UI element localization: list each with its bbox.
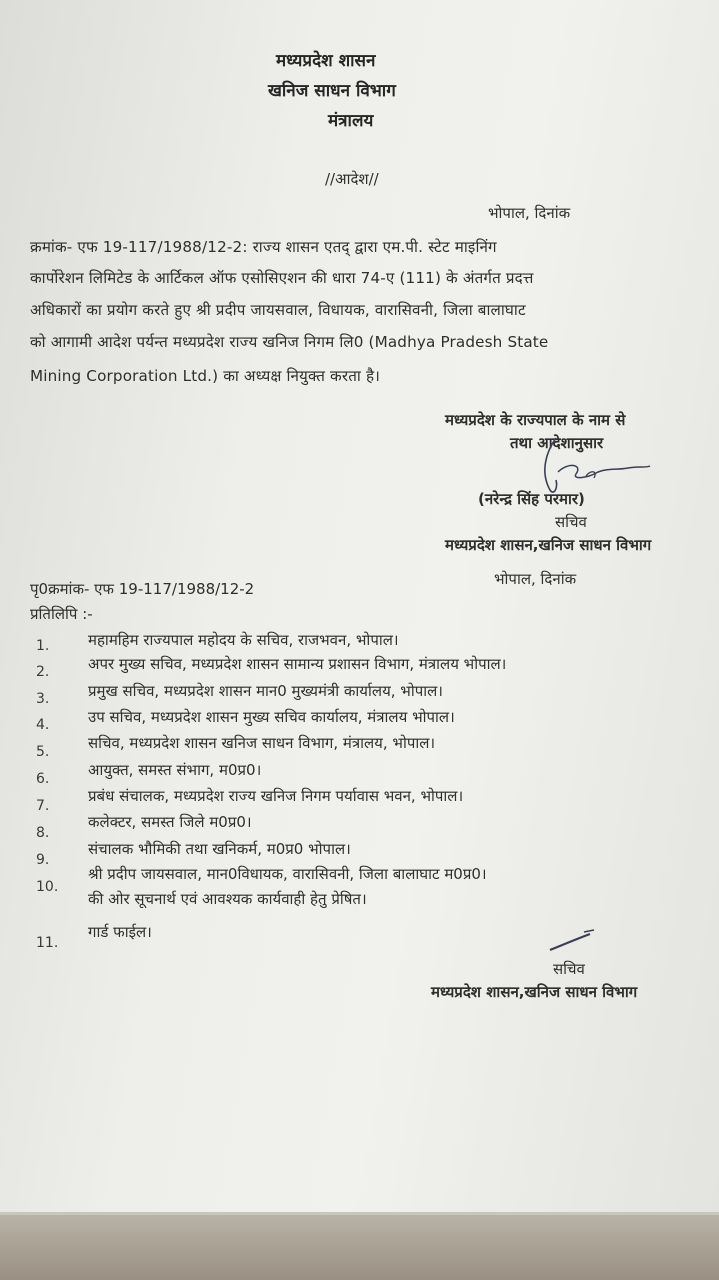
copy-number: 3. [36, 691, 50, 707]
header-department: खनिज साधन विभाग [268, 81, 396, 101]
signatory-department: मध्यप्रदेश शासन,खनिज साधन विभाग [445, 536, 652, 554]
copy-number: 6. [36, 771, 50, 787]
copy-number: 9. [36, 852, 50, 868]
body-line-3: अधिकारों का प्रयोग करते हुए श्री प्रदीप जायसवाल, विधायक, वारासिवनी, जिला बालाघाट [30, 301, 526, 319]
copy-item: गार्ड फाईल। [88, 923, 152, 941]
endorsement-ref: पृ0क्रमांक- एफ 19-117/1988/12-2 [30, 580, 255, 598]
copy-number: 10. [36, 879, 59, 895]
body-line-4: को आगामी आदेश पर्यन्त मध्यप्रदेश राज्य खनिज निगम लि0 (Madhya Pradesh State [30, 333, 549, 351]
copy-item: उप सचिव, मध्यप्रदेश शासन मुख्य सचिव कार्यालय, मंत्रालय भोपाल। [88, 708, 455, 726]
authority-line-2: तथा आदेशानुसार [510, 434, 604, 452]
signatory-designation: सचिव [555, 513, 587, 531]
copy-item: श्री प्रदीप जायसवाल, मान0विधायक, वारासिवनी, जिला बालाघाट म0प्र0। [88, 865, 487, 883]
signatory-name: (नरेन्द्र सिंह परमार) [478, 490, 585, 508]
signature-image [546, 926, 606, 962]
copy-item: प्रबंध संचालक, मध्यप्रदेश राज्य खनिज निगम पर्यावास भवन, भोपाल। [88, 787, 464, 805]
endorsement-place-date: भोपाल, दिनांक [494, 570, 577, 588]
copy-item-continuation: की ओर सूचनार्थ एवं आवश्यक कार्यवाही हेतु प्रेषित। [88, 890, 367, 908]
header-government: मध्यप्रदेश शासन [276, 51, 376, 71]
copy-item: अपर मुख्य सचिव, मध्यप्रदेश शासन सामान्य प्रशासन विभाग, मंत्रालय भोपाल। [88, 655, 507, 673]
copy-item: आयुक्त, समस्त संभाग, म0प्र0। [88, 761, 262, 779]
copy-item: संचालक भौमिकी तथा खनिकर्म, म0प्र0 भोपाल। [88, 840, 351, 858]
copy-number: 1. [36, 638, 50, 654]
place-date: भोपाल, दिनांक [488, 204, 571, 222]
copy-label: प्रतिलिपि :- [30, 605, 93, 623]
copy-item: कलेक्टर, समस्त जिले म0प्र0। [88, 813, 252, 831]
background-surface [0, 1215, 719, 1280]
copy-number: 5. [36, 744, 50, 760]
body-line-5: Mining Corporation Ltd.) का अध्यक्ष नियुक्त करता है। [30, 367, 381, 385]
copy-number: 4. [36, 717, 50, 733]
body-line-1: क्रमांक- एफ 19-117/1988/12-2: राज्य शासन एतद् द्वारा एम.पी. स्टेट माइनिंग [30, 238, 497, 256]
copy-number: 11. [36, 935, 59, 951]
authority-line-1: मध्यप्रदेश के राज्यपाल के नाम से [445, 411, 626, 429]
copy-number: 8. [36, 825, 50, 841]
header-secretariat: मंत्रालय [328, 111, 374, 131]
copy-number: 7. [36, 798, 50, 814]
body-line-2: कार्पोरेशन लिमिटेड के आर्टिकल ऑफ एसोसिएशन की धारा 74-ए (111) के अंतर्गत प्रदत्त [30, 269, 534, 287]
copy-number: 2. [36, 664, 50, 680]
copy-item: सचिव, मध्यप्रदेश शासन खनिज साधन विभाग, मंत्रालय, भोपाल। [88, 734, 436, 752]
order-heading: //आदेश// [325, 170, 379, 188]
copy-item: प्रमुख सचिव, मध्यप्रदेश शासन मान0 मुख्यमंत्री कार्यालय, भोपाल। [88, 682, 443, 700]
copy-item: महामहिम राज्यपाल महोदय के सचिव, राजभवन, भोपाल। [88, 631, 399, 649]
footer-designation: सचिव [553, 960, 585, 978]
footer-department: मध्यप्रदेश शासन,खनिज साधन विभाग [431, 983, 638, 1001]
